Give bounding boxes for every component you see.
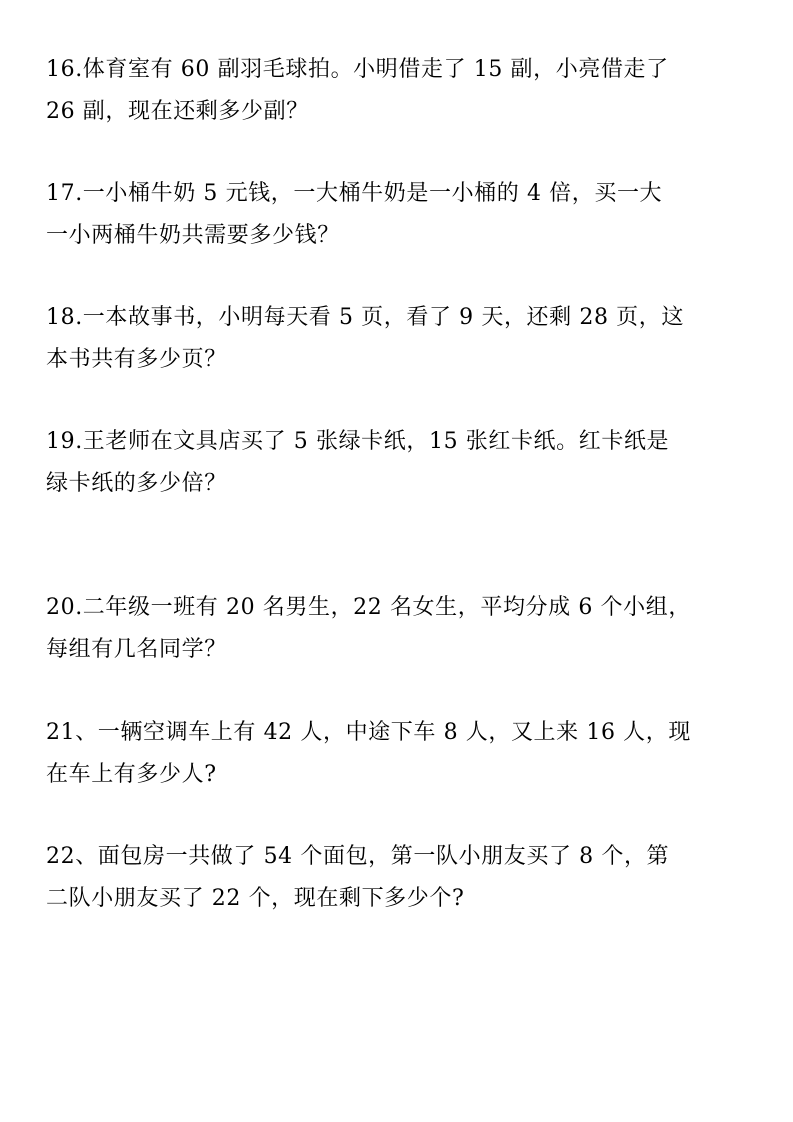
problem-22-line-1: 22、面包房一共做了 54 个面包，第一队小朋友买了 8 个，第 (46, 844, 670, 869)
problem-16-line-1: 16.体育室有 60 副羽毛球拍。小明借走了 15 副，小亮借走了 (46, 57, 669, 82)
problem-18 (46, 297, 758, 381)
problem-19-line-2: 绿卡纸的多少倍？ (46, 471, 227, 496)
problem-18-line-1: 18.一本故事书，小明每天看 5 页，看了 9 天，还剩 28 页，这 (46, 305, 684, 330)
problem-16-line-2: 26 副，现在还剩多少副？ (46, 99, 309, 124)
problem-21 (46, 712, 758, 796)
problem-21-line-2: 在车上有多少人? (46, 762, 217, 787)
problem-17 (46, 173, 758, 257)
problem-20-line-1: 20.二年级一班有 20 名男生，22 名女生，平均分成 6 个小组， (46, 595, 691, 620)
problem-19 (46, 421, 758, 505)
problem-19-line-1: 19.王老师在文具店买了 5 张绿卡纸，15 张红卡纸。红卡纸是 (46, 429, 670, 454)
problem-18-line-2: 本书共有多少页？ (46, 347, 227, 372)
problem-20-line-2: 每组有几名同学？ (46, 637, 227, 662)
problem-21-line-1: 21、一辆空调车上有 42 人，中途下车 8 人，又上来 16 人，现 (46, 720, 691, 745)
problem-17-line-2: 一小两桶牛奶共需要多少钱？ (46, 223, 340, 248)
problem-17-line-1: 17.一小桶牛奶 5 元钱，一大桶牛奶是一小桶的 4 倍，买一大 (46, 181, 663, 206)
problem-20 (46, 587, 758, 671)
problem-22 (46, 836, 758, 920)
problem-22-line-2: 二队小朋友买了 22 个，现在剩下多少个? (46, 886, 465, 911)
problem-16 (46, 49, 758, 133)
